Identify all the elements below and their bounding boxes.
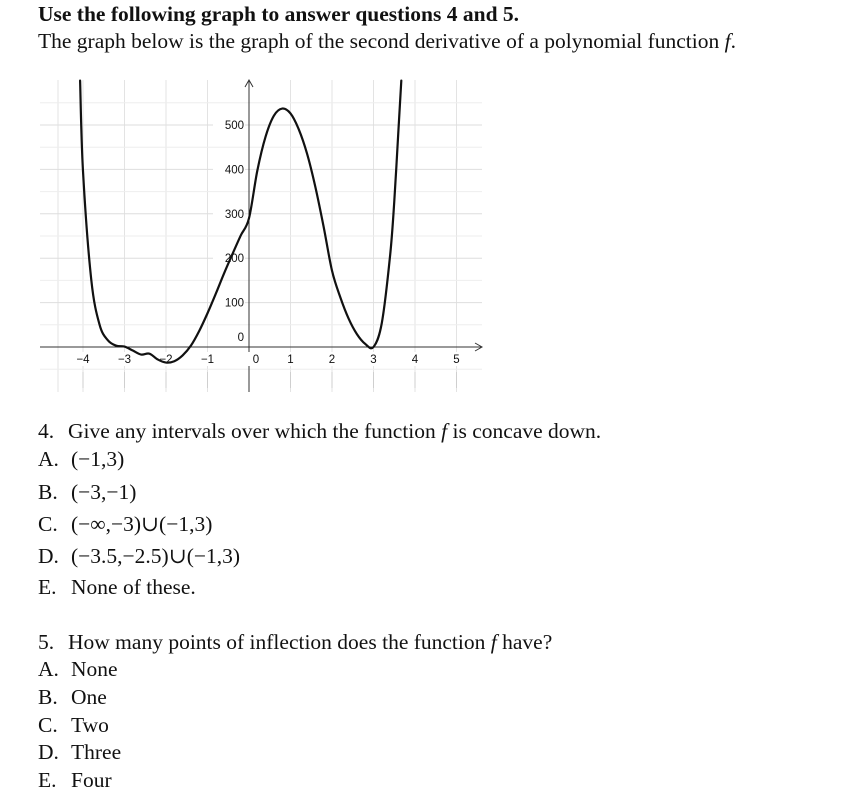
- q4-option-e-text: None of these.: [71, 575, 196, 599]
- x-tick-label: −4: [76, 354, 90, 366]
- q5-option-c-label: C.: [38, 713, 58, 737]
- q4-option-a[interactable]: [38, 446, 124, 472]
- q4-option-b-text: (−3,−1): [71, 480, 137, 504]
- q5-option-e-text: Four: [71, 768, 112, 792]
- y-tick-label: 200: [224, 253, 244, 266]
- y-tick-label: 500: [224, 120, 244, 132]
- q4-option-d[interactable]: [38, 543, 240, 569]
- q4-option-c[interactable]: [38, 511, 212, 537]
- q4-option-e-label: E.: [38, 575, 57, 599]
- q5-option-b-text: One: [71, 685, 107, 709]
- y-tick-label: 100: [224, 297, 244, 310]
- q5-option-d-text: Three: [71, 740, 122, 764]
- q4-option-d-text: (−3.5,−2.5)∪(−1,3): [71, 544, 241, 568]
- q5-option-a-text: None: [71, 657, 118, 681]
- q4-text-before: Give any intervals over which the function: [68, 419, 436, 443]
- q4-number: 4.: [38, 419, 55, 443]
- q4-stem: [38, 418, 601, 444]
- tick-label-backgrounds: [74, 118, 466, 366]
- q4-option-d-label: D.: [38, 544, 59, 568]
- q4-option-e[interactable]: [38, 574, 196, 600]
- q5-text-after: have?: [502, 630, 553, 654]
- q5-stem: [38, 629, 552, 655]
- x-tick-label: 1: [287, 354, 294, 366]
- q5-option-c-text: Two: [71, 713, 109, 737]
- q5-option-e-label: E.: [38, 768, 57, 792]
- q5-option-e[interactable]: [38, 767, 112, 793]
- q4-function-name: f: [441, 419, 448, 443]
- q5-number: 5.: [38, 630, 55, 654]
- function-name: f: [724, 29, 731, 53]
- x-tick-label: 2: [328, 354, 336, 366]
- tick-labels: [76, 120, 459, 366]
- y-tick-label: 300: [224, 208, 244, 221]
- q4-text-after: is concave down.: [452, 419, 602, 443]
- y-tick-label: 0: [237, 332, 244, 344]
- x-tick-label: −2: [159, 354, 173, 366]
- x-tick-label: −3: [117, 354, 132, 366]
- x-tick-label: 5: [453, 354, 460, 366]
- second-derivative-graph: [0, 0, 500, 400]
- q5-option-d[interactable]: [38, 739, 121, 765]
- q4-option-a-label: A.: [38, 447, 59, 471]
- q5-option-a[interactable]: [38, 656, 118, 682]
- q5-option-d-label: D.: [38, 740, 59, 764]
- q5-option-b-label: B.: [38, 685, 58, 709]
- description-period: .: [730, 29, 736, 53]
- q5-option-a-label: A.: [38, 657, 59, 681]
- description-text: The graph below is the graph of the second derivative of a polynomial function: [38, 29, 720, 53]
- x-tick-label: −1: [200, 354, 215, 366]
- q4-option-c-label: C.: [38, 512, 58, 536]
- q4-option-c-text: (−∞,−3)∪(−1,3): [71, 512, 213, 536]
- q4-option-b[interactable]: [38, 479, 136, 505]
- x-tick-label: 0: [252, 354, 260, 366]
- q4-option-b-label: B.: [38, 480, 58, 504]
- page-heading: Use the following graph to answer questions 4 and 5.: [38, 2, 520, 26]
- q4-option-a-text: (−1,3): [71, 447, 125, 471]
- q5-option-c[interactable]: [38, 712, 109, 738]
- grid: [40, 80, 482, 392]
- q5-text-before: How many points of inflection does the function: [68, 630, 486, 654]
- y-tick-label: 400: [224, 164, 244, 177]
- x-tick-label: 3: [370, 354, 377, 366]
- x-tick-label: 4: [411, 354, 419, 366]
- q5-function-name: f: [490, 630, 497, 654]
- q5-option-b[interactable]: [38, 684, 107, 710]
